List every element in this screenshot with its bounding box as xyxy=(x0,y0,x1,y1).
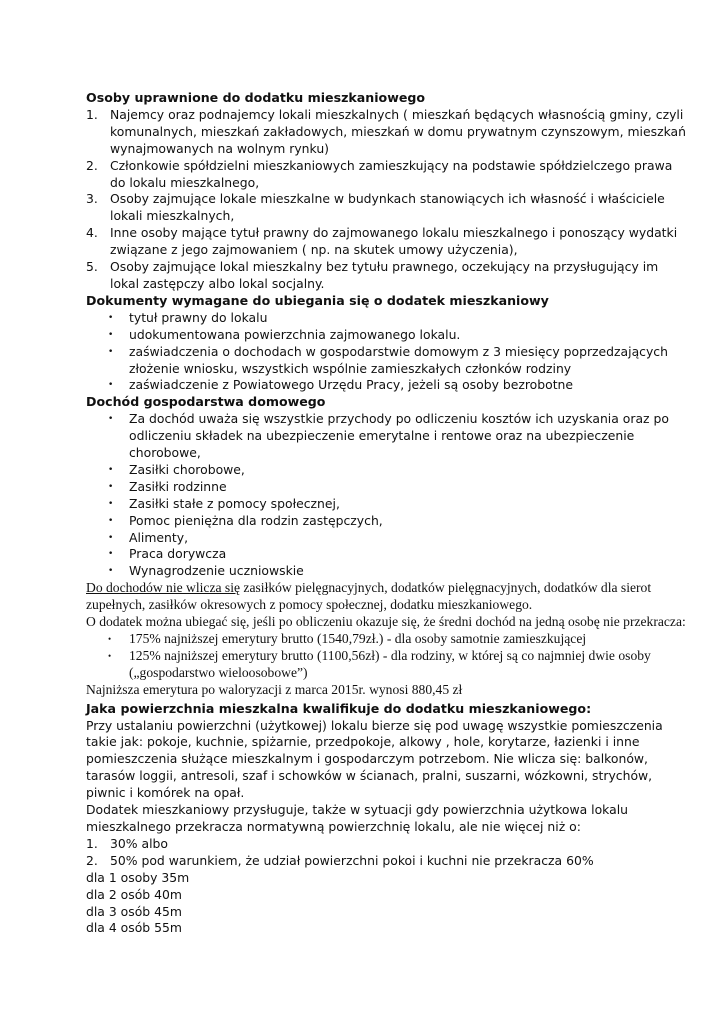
list-item-text: 125% najniższej emerytury brutto (1100,56zł) - dla rodziny, w której są co najmniej dwie osoby („gospodarstwo wieloosobowe”) xyxy=(129,647,651,680)
bullet-icon: • xyxy=(108,380,114,391)
bullet-icon: • xyxy=(108,346,114,357)
section-heading-required-documents: Dokumenty wymagane do ubiegania się o dodatek mieszkaniowy xyxy=(86,292,549,308)
list-item xyxy=(86,513,686,530)
minimum-pension-note: Najniższa emerytura po waloryzacji z marca 2015r. wynosi 880,45 zł xyxy=(86,681,463,697)
list-item xyxy=(86,158,686,192)
income-condition-paragraph: O dodatek można ubiegać się, jeśli po obliczeniu okazuje się, że średni dochód na jedną osobę nie przekracza: xyxy=(86,614,686,630)
list-number: 4. xyxy=(86,225,98,241)
list-item-text: zaświadczenia o dochodach w gospodarstwie domowym z 3 miesięcy poprzedzających złożenie wniosku, wszystkich wspólnie zamieszkałych członków rodziny xyxy=(129,343,668,376)
bullet-icon: • xyxy=(108,549,114,560)
list-item-text: Pomoc pieniężna dla rodzin zastępczych, xyxy=(129,512,383,528)
list-number: 1. xyxy=(86,835,98,851)
list-item xyxy=(86,563,686,580)
list-item-text: 175% najniższej emerytury brutto (1540,79zł.) - dla osoby samotnie zamieszkującej xyxy=(129,631,587,646)
income-exclusions-paragraph xyxy=(86,580,686,614)
list-number: 3. xyxy=(86,191,98,207)
list-item xyxy=(86,479,686,496)
document-page xyxy=(86,90,686,937)
area-norm-line: dla 2 osób 40m xyxy=(86,886,182,902)
list-item xyxy=(86,259,686,293)
area-allowance-paragraph: Dodatek mieszkaniowy przysługuje, także w sytuacji gdy powierzchnia użytkowa lokalu mieszkalnego przekracza normatywną powierzchnię lokalu, ale nie więcej niż o: xyxy=(86,802,629,834)
list-item xyxy=(86,411,686,462)
list-item-text: Wynagrodzenie uczniowskie xyxy=(129,563,304,579)
list-item-text: Za dochód uważa się wszystkie przychody po odliczeniu kosztów ich uzyskania oraz po odliczeniu składek na ubezpieczenie emerytalne i rentowe oraz na ubezpieczenie chorobowe, xyxy=(129,411,669,461)
area-norm-line: dla 3 osób 45m xyxy=(86,903,182,919)
list-item xyxy=(86,530,686,547)
eligible-persons-list xyxy=(86,107,686,293)
area-norm-line: dla 4 osób 55m xyxy=(86,920,182,936)
list-item xyxy=(86,631,686,648)
list-item-text: Inne osoby mające tytuł prawny do zajmowanego lokalu mieszkalnego i ponoszący wydatki związane z jego zajmowaniem ( np. na skutek umowy użyczenia), xyxy=(110,225,678,258)
list-item xyxy=(86,853,686,870)
list-item xyxy=(86,327,686,344)
list-item-text: Zasiłki rodzinne xyxy=(129,478,227,494)
bullet-icon: • xyxy=(108,312,114,323)
list-item-text: Najemcy oraz podnajemcy lokali mieszkalnych ( mieszkań będących własnością gminy, czyli komunalnych, mieszkań zakładowych, mieszkań w domu prywatnym czynszowym, mieszkań wynajmowanych na wolnym rynku) xyxy=(110,106,686,156)
exclusions-text: zasiłków pielęgnacyjnych, dodatków pielęgnacyjnych, dodatków dla sierot zupełnych, zasiłków okresowych z pomocy społecznej, dodatku mieszkaniowego. xyxy=(86,580,652,613)
list-item xyxy=(86,496,686,513)
section-heading-household-income: Dochód gospodarstwa domowego xyxy=(86,394,326,410)
list-item xyxy=(86,191,686,225)
list-item xyxy=(86,344,686,378)
list-item xyxy=(86,107,686,158)
required-documents-list xyxy=(86,310,686,395)
income-sources-list xyxy=(86,411,686,580)
bullet-icon: • xyxy=(108,532,114,543)
list-item-text: tytuł prawny do lokalu xyxy=(129,309,268,325)
list-item xyxy=(86,462,686,479)
list-item-text: Osoby zajmujące lokale mieszkalne w budynkach stanowiących ich własność i właściciele lokali mieszkalnych, xyxy=(110,191,665,224)
list-item-text: Alimenty, xyxy=(129,529,189,545)
area-excess-list xyxy=(86,836,686,870)
bullet-icon: • xyxy=(108,329,114,340)
list-number: 2. xyxy=(86,157,98,173)
bullet-icon: • xyxy=(108,634,112,644)
income-limits-list xyxy=(86,631,686,682)
bullet-icon: • xyxy=(108,498,114,509)
list-item-text: 50% pod warunkiem, że udział powierzchni pokoi i kuchni nie przekracza 60% xyxy=(110,852,594,868)
list-item xyxy=(86,648,686,682)
list-item xyxy=(86,310,686,327)
bullet-icon: • xyxy=(108,650,112,661)
list-item-text: udokumentowana powierzchnia zajmowanego lokalu. xyxy=(129,326,461,342)
list-item xyxy=(86,377,686,394)
section-heading-eligible-persons: Osoby uprawnione do dodatku mieszkaniowego xyxy=(86,90,426,105)
list-item-text: Zasiłki stałe z pomocy społecznej, xyxy=(129,495,340,511)
list-item-text: 30% albo xyxy=(110,835,168,851)
list-item-text: Zasiłki chorobowe, xyxy=(129,461,245,477)
bullet-icon: • xyxy=(108,414,114,425)
list-item-text: zaświadczenie z Powiatowego Urzędu Pracy, jeżeli są osoby bezrobotne xyxy=(129,377,574,393)
list-number: 1. xyxy=(86,106,98,122)
list-number: 5. xyxy=(86,259,98,275)
bullet-icon: • xyxy=(108,515,114,526)
list-item xyxy=(86,546,686,563)
list-item-text: Praca dorywcza xyxy=(129,546,227,562)
bullet-icon: • xyxy=(108,566,114,577)
section-heading-qualifying-area: Jaka powierzchnia mieszkalna kwalifikuje do dodatku mieszkaniowego: xyxy=(86,700,592,716)
area-norm-line: dla 1 osoby 35m xyxy=(86,869,190,885)
bullet-icon: • xyxy=(108,481,114,492)
bullet-icon: • xyxy=(108,464,114,475)
area-definition-paragraph: Przy ustalaniu powierzchni (użytkowej) lokalu bierze się pod uwagę wszystkie pomieszczenia takie jak: pokoje, kuchnie, spiżarnie, przedpokoje, alkowy , hole, korytarze, łazienki i inne pomieszczenia służące mieszkalnym i gospodarczym potrzebom. Nie wlicza się: balkonów, tarasów loggii, antresoli, szaf i schowków w ścianach, pralni, suszarni, wózkowni, strychów, piwnic i komórek na opał. xyxy=(86,717,663,801)
list-item-text: Osoby zajmujące lokal mieszkalny bez tytułu prawnego, oczekujący na przysługujący im lokal zastępczy albo lokal socjalny. xyxy=(110,259,659,291)
list-item xyxy=(86,836,686,853)
exclusions-underlined-text: Do dochodów nie wlicza się xyxy=(86,580,241,596)
list-item-text: Członkowie spółdzielni mieszkaniowych zamieszkujący na podstawie spółdzielczego prawa do lokalu mieszkalnego, xyxy=(110,157,673,190)
list-number: 2. xyxy=(86,852,98,868)
list-item xyxy=(86,225,686,259)
